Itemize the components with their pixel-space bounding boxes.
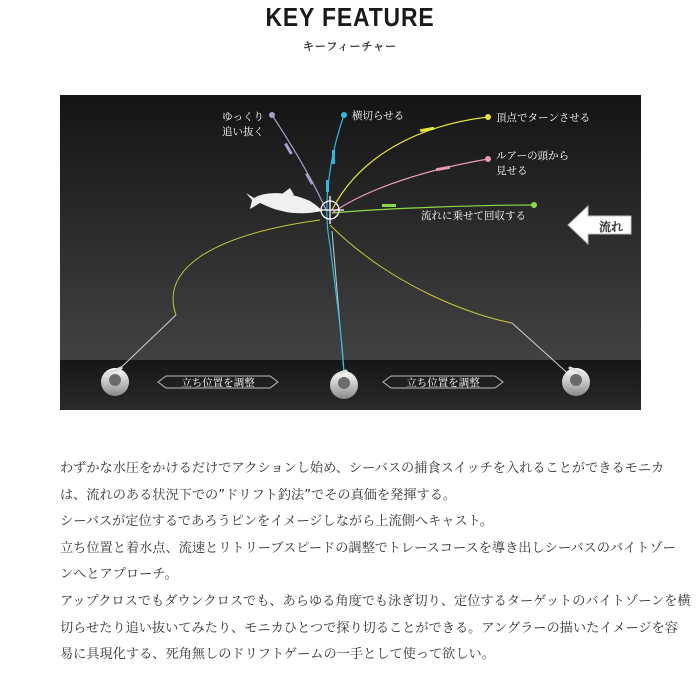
page-subtitle: キーフィーチャー <box>302 40 398 53</box>
paragraph-line: ンへとアプローチ。 <box>60 567 178 583</box>
turn-label: 頂点でターンさせる <box>496 112 591 124</box>
head-first-label-1: ルアーの頭から <box>496 150 570 162</box>
cross-label: 横切らせる <box>352 110 405 122</box>
paragraph-line: は、流れのある状況下での”ドリフト釣法”でその真価を発揮する。 <box>60 487 457 503</box>
paragraph-line: 立ち位置と着水点、流速とリトリーブスピードの調整でトレースコースを導き出しシーバスのバイトゾー <box>60 540 676 556</box>
slow-overtake-dot <box>269 112 275 118</box>
angler-icon <box>562 368 590 396</box>
drift-diagram <box>60 95 641 410</box>
adjust-label-right: 立ち位置を調整 <box>406 377 480 389</box>
page-title: KEY FEATURE <box>265 2 435 32</box>
adjust-label-left: 立ち位置を調整 <box>181 377 255 389</box>
flow-label: 流れ <box>598 220 624 234</box>
paragraph-line: シーバスが定位するであろうピンをイメージしながら上流側へキャスト。 <box>60 514 493 530</box>
slow-overtake-label-2: 追い抜く <box>222 126 264 138</box>
head-first-label-2: 見せる <box>496 165 528 177</box>
cross-dot <box>341 112 347 118</box>
paragraph-line: 易に具現化する、死角無しのドリフトゲームの一手として使って欲しい。 <box>60 647 495 663</box>
head-first-dot <box>485 156 491 162</box>
angler-icon <box>101 368 129 396</box>
drift-label: 流れに乗せて回収する <box>421 210 526 222</box>
drift-dot <box>531 202 537 208</box>
angler-icon <box>330 371 358 399</box>
paragraph-line: わずかな水圧をかけるだけでアクションし始め、シーバスの捕食スイッチを入れることができるモニカ <box>60 461 665 476</box>
description-text <box>60 456 691 669</box>
slow-overtake-label-1: ゆっくり <box>222 111 264 123</box>
paragraph-line: アップクロスでもダウンクロスでも、あらゆる角度でも泳ぎ切り、定位するターゲットのバイトゾーンを横 <box>60 593 691 609</box>
turn-dot <box>485 114 491 120</box>
paragraph-line: 切らせたり追い抜いてみたり、モニカひとつで探り切ることができる。アングラーの描いたイメージを容 <box>60 620 678 636</box>
